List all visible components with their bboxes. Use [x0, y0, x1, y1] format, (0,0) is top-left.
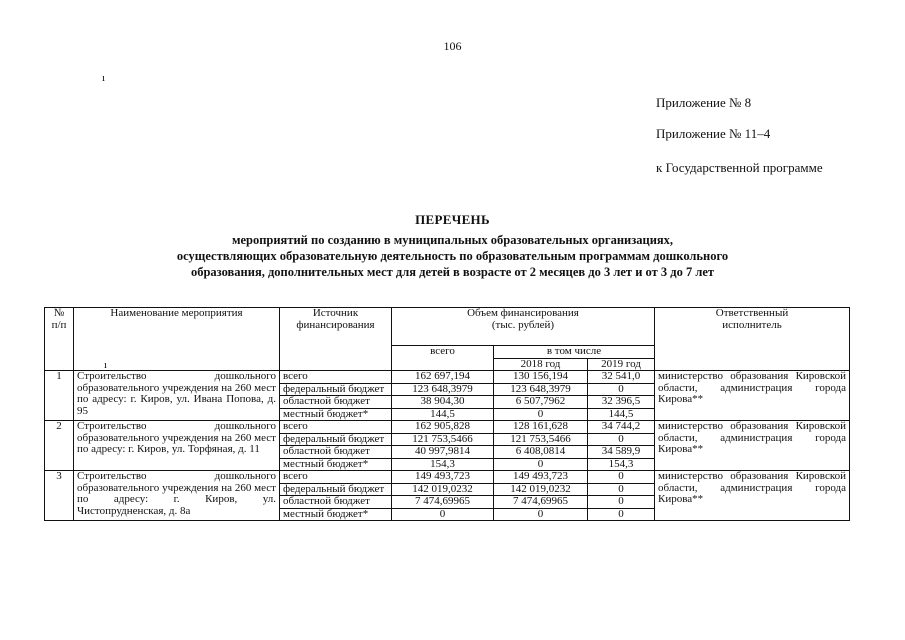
funding-source: местный бюджет* [280, 508, 392, 521]
amount-2018: 121 753,5466 [494, 433, 588, 446]
amount-2019: 0 [588, 433, 655, 446]
amount-2019: 0 [588, 471, 655, 484]
amount-2019: 32 541,0 [588, 371, 655, 384]
amount-2019: 34 744,2 [588, 421, 655, 434]
funding-source: местный бюджет* [280, 408, 392, 421]
amount-2018: 6 507,7962 [494, 396, 588, 409]
header-incl: в том числе [494, 346, 655, 359]
amount-2019: 34 589,9 [588, 446, 655, 459]
amount-2019: 154,3 [588, 458, 655, 471]
funding-source: федеральный бюджет [280, 433, 392, 446]
page-number: 106 [443, 39, 462, 53]
amount-total: 38 904,30 [392, 396, 494, 409]
header-volume: Объем финансирования (тыс. рублей) [392, 308, 655, 346]
amount-2018: 0 [494, 508, 588, 521]
funding-source: всего [280, 421, 392, 434]
document-subtitle [60, 232, 845, 280]
amount-2019: 0 [588, 483, 655, 496]
amount-total: 7 474,69965 [392, 496, 494, 509]
amount-2018: 6 408,0814 [494, 446, 588, 459]
subtitle-line-3: образования, дополнительных мест для детей в возрасте от 2 месяцев до 3 лет и от 3 до 7 лет [190, 265, 715, 279]
header-mark: ı [104, 359, 108, 371]
header-source: Источник финансирования [280, 308, 392, 371]
header-2019: 2019 год [588, 358, 655, 371]
amount-2018: 0 [494, 408, 588, 421]
document-title: ПЕРЕЧЕНЬ [415, 212, 490, 227]
amount-total: 142 019,0232 [392, 483, 494, 496]
amount-2018: 130 156,194 [494, 371, 588, 384]
amount-total: 0 [392, 508, 494, 521]
amount-2018: 128 161,628 [494, 421, 588, 434]
responsible-executor: министерство образования Кировской области, администрация города Кирова** [655, 421, 850, 471]
table-row [45, 421, 850, 434]
annex-line-1: Приложение № 8 [656, 95, 752, 110]
events-table [44, 307, 850, 521]
header-num: № п/п [45, 308, 74, 371]
amount-total: 162 697,194 [392, 371, 494, 384]
funding-source: областной бюджет [280, 446, 392, 459]
amount-total: 154,3 [392, 458, 494, 471]
subtitle-line-1: мероприятий по созданию в муниципальных образовательных организациях, [231, 233, 674, 247]
header-2018: 2018 год [494, 358, 588, 371]
funding-source: федеральный бюджет [280, 383, 392, 396]
amount-2018: 149 493,723 [494, 471, 588, 484]
amount-2019: 0 [588, 508, 655, 521]
amount-total: 121 753,5466 [392, 433, 494, 446]
amount-total: 144,5 [392, 408, 494, 421]
table-row [45, 471, 850, 484]
responsible-executor: министерство образования Кировской области, администрация города Кирова** [655, 471, 850, 521]
event-name: Строительство дошкольного образовательного учреждения на 260 мест по адресу: г. Киров, ул. Ивана Попова, д. 95 [74, 371, 280, 421]
amount-total: 149 493,723 [392, 471, 494, 484]
header-name-text: Наименование мероприятия [110, 307, 243, 319]
amount-2019: 0 [588, 496, 655, 509]
amount-2019: 32 396,5 [588, 396, 655, 409]
event-name: Строительство дошкольного образовательного учреждения на 260 мест по адресу: г. Киров, ул. Торфяная, д. 11 [74, 421, 280, 471]
funding-source: всего [280, 371, 392, 384]
funding-source: федеральный бюджет [280, 483, 392, 496]
annex-line-2: Приложение № 11–4 [656, 126, 771, 141]
annex-line-3: к Государственной программе [656, 160, 823, 175]
row-number: 3 [45, 471, 74, 521]
event-name: Строительство дошкольного образовательного учреждения на 260 мест по адресу: г. Киров, ул. Чистопрудненская, д. 8а [74, 471, 280, 521]
amount-2019: 0 [588, 383, 655, 396]
funding-source: областной бюджет [280, 396, 392, 409]
funding-source: всего [280, 471, 392, 484]
amount-total: 162 905,828 [392, 421, 494, 434]
row-number: 2 [45, 421, 74, 471]
amount-2018: 0 [494, 458, 588, 471]
amount-total: 40 997,9814 [392, 446, 494, 459]
amount-2018: 142 019,0232 [494, 483, 588, 496]
header-name [74, 308, 280, 371]
header-responsible: Ответственный исполнитель [655, 308, 850, 371]
responsible-executor: министерство образования Кировской области, администрация города Кирова** [655, 371, 850, 421]
table-row [45, 371, 850, 384]
amount-2018: 123 648,3979 [494, 383, 588, 396]
subtitle-line-2: осуществляющих образовательную деятельность по образовательным программам дошкольного [176, 249, 729, 263]
funding-source: областной бюджет [280, 496, 392, 509]
amount-total: 123 648,3979 [392, 383, 494, 396]
funding-source: местный бюджет* [280, 458, 392, 471]
stray-mark: ı [102, 72, 106, 84]
row-number: 1 [45, 371, 74, 421]
header-total: всего [392, 346, 494, 371]
amount-2018: 7 474,69965 [494, 496, 588, 509]
amount-2019: 144,5 [588, 408, 655, 421]
